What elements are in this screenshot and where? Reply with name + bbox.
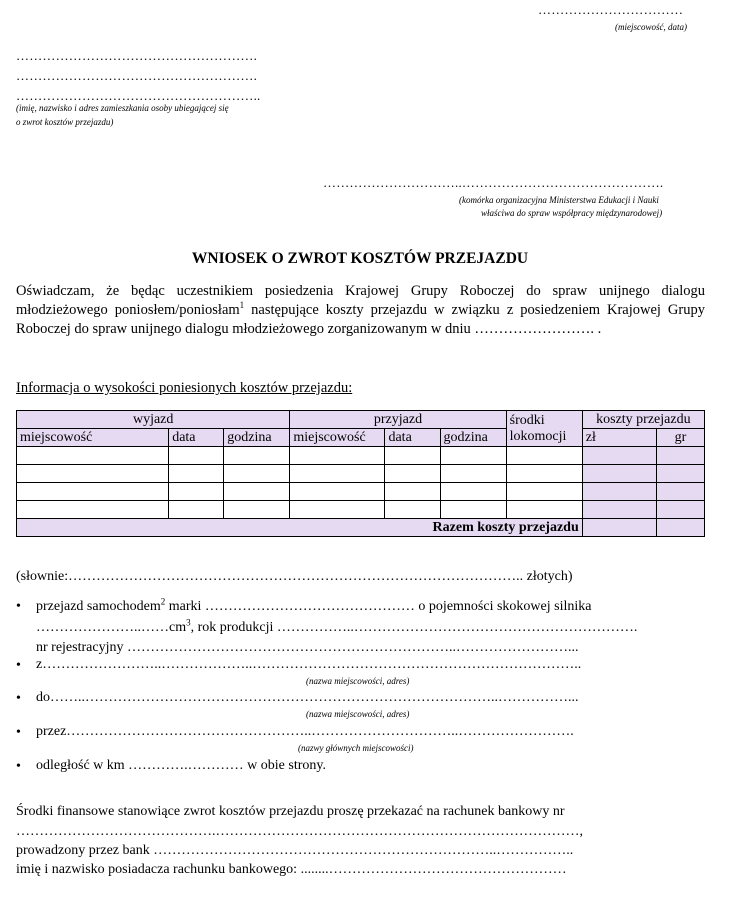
from-field[interactable]: z……………………..………………..……………………………………………………………..	[36, 657, 582, 672]
cell-departure-date[interactable]	[169, 447, 224, 465]
footnote-2: 2	[160, 596, 166, 607]
car-registration-field[interactable]: nr rejestracyjny ……………………………………………………………..……………………...	[36, 640, 579, 655]
statement	[16, 282, 705, 339]
words-prefix: (słownie:	[16, 569, 69, 584]
header-gr: gr	[656, 429, 704, 447]
cell-arrival-time[interactable]	[440, 447, 506, 465]
header-departure-time: godzina	[224, 429, 290, 447]
cell-gr[interactable]	[656, 501, 704, 519]
cell-transport[interactable]	[506, 447, 582, 465]
header-arrival-time: godzina	[440, 429, 506, 447]
table-row	[17, 447, 705, 465]
header-departure-date: data	[169, 429, 224, 447]
to-field[interactable]: do……..……………………………………………………………………………..……………...	[36, 690, 579, 705]
place-date-label: (miejscowość, data)	[615, 22, 687, 32]
cell-zl[interactable]	[582, 483, 656, 501]
bullet-icon: •	[16, 725, 21, 740]
unit-field[interactable]: …………………………..……………………………………….	[323, 175, 664, 190]
car-make-field[interactable]: marki ……………………………………… o pojemności skokowej silnika	[165, 599, 592, 614]
cell-departure-place[interactable]	[17, 501, 169, 519]
cell-arrival-date[interactable]	[385, 483, 440, 501]
bank-line-1: Środki finansowe stanowiące zwrot kosztów przejazdu proszę przekazać na rachunek bankowy nr	[16, 804, 565, 819]
total-gr[interactable]	[656, 519, 704, 537]
costs-table	[16, 410, 705, 537]
cell-zl[interactable]	[582, 447, 656, 465]
car-line-1[interactable]	[36, 596, 705, 615]
applicant-label-2: o zwrot kosztów przejazdu)	[16, 117, 114, 127]
total-zl[interactable]	[582, 519, 656, 537]
header-zl: zł	[582, 429, 656, 447]
via-label: (nazwy głównych miejscowości)	[298, 743, 414, 753]
applicant-label-1: (imię, nazwisko i adres zamieszkania osoby ubiegającej się	[16, 103, 229, 113]
bullet-icon: •	[16, 759, 21, 774]
cell-transport[interactable]	[506, 465, 582, 483]
statement-part-2: następujące koszty przejazdu w związku z posiedzeniem Krajowej Grupy Roboczej do spraw unijnego dialogu młodzieżowego zorganizowanym w dniu ……………………. .	[16, 302, 705, 337]
table-row	[17, 483, 705, 501]
cell-departure-place[interactable]	[17, 447, 169, 465]
cell-arrival-date[interactable]	[385, 465, 440, 483]
cell-arrival-date[interactable]	[385, 447, 440, 465]
cell-gr[interactable]	[656, 483, 704, 501]
cell-arrival-place[interactable]	[290, 447, 385, 465]
via-field[interactable]: przez……………………………………………..…………………………..…………………….	[36, 724, 574, 739]
header-transport: środki lokomocji	[506, 411, 582, 447]
unit-label-2: właściwa do spraw współpracy międzynarodowej)	[481, 208, 663, 218]
cell-arrival-time[interactable]	[440, 465, 506, 483]
statement-part-1: Oświadczam, że będąc uczestnikiem posiedzenia Krajowej Grupy Roboczej do spraw unijnego dialogu młodzieżowego poniosłem/poniosłam	[16, 283, 705, 318]
cell-departure-time[interactable]	[224, 501, 290, 519]
words-suffix: złotych)	[523, 569, 573, 584]
amount-in-words[interactable]	[16, 569, 572, 585]
bullet-icon: •	[16, 599, 21, 614]
bullet-icon: •	[16, 658, 21, 673]
car-year-field[interactable]: , rok produkcji ……………..…………………………………………………….	[190, 620, 638, 635]
header-arrival-date: data	[385, 429, 440, 447]
cell-arrival-time[interactable]	[440, 501, 506, 519]
applicant-line-3[interactable]: ………………………………………………..	[16, 88, 261, 103]
bank-account-field[interactable]: …………………………………….……………………………………………………………………,	[16, 824, 583, 839]
bullet-icon: •	[16, 691, 21, 706]
cell-departure-time[interactable]	[224, 447, 290, 465]
cell-departure-time[interactable]	[224, 483, 290, 501]
cell-arrival-place[interactable]	[290, 465, 385, 483]
cell-departure-time[interactable]	[224, 465, 290, 483]
header-costs: koszty przejazdu	[582, 411, 704, 429]
table-row	[17, 501, 705, 519]
cell-zl[interactable]	[582, 465, 656, 483]
bank-name-field[interactable]: prowadzony przez bank ………………………………………………………………..……………..	[16, 843, 574, 858]
account-holder-field[interactable]: imię i nazwisko posiadacza rachunku bankowego: ........……………………………………………	[16, 862, 567, 877]
cell-transport[interactable]	[506, 501, 582, 519]
cell-departure-date[interactable]	[169, 465, 224, 483]
header-departure: wyjazd	[17, 411, 290, 429]
to-label: (nazwa miejscowości, adres)	[306, 709, 410, 719]
cell-departure-place[interactable]	[17, 465, 169, 483]
applicant-line-2[interactable]: ……………………………………………….	[16, 68, 258, 83]
from-label: (nazwa miejscowości, adres)	[306, 676, 410, 686]
footnote-3: 3	[186, 617, 191, 628]
header-arrival: przyjazd	[290, 411, 506, 429]
cell-gr[interactable]	[656, 447, 704, 465]
table-row	[17, 465, 705, 483]
cell-gr[interactable]	[656, 465, 704, 483]
page-title: WNIOSEK O ZWROT KOSZTÓW PRZEJAZDU	[191, 250, 529, 267]
header-arrival-place: miejscowość	[290, 429, 385, 447]
words-dots[interactable]: ……………………………………………………………………………………..	[68, 569, 524, 584]
cell-arrival-date[interactable]	[385, 501, 440, 519]
cell-departure-date[interactable]	[169, 501, 224, 519]
cell-arrival-place[interactable]	[290, 483, 385, 501]
distance-field[interactable]: odległość w km ………….………… w obie strony.	[36, 758, 326, 773]
cell-zl[interactable]	[582, 501, 656, 519]
total-label: Razem koszty przejazdu	[17, 519, 583, 537]
car-line-2[interactable]	[36, 617, 638, 636]
cell-transport[interactable]	[506, 483, 582, 501]
car-capacity-field[interactable]: …………………..……cm	[36, 620, 187, 635]
total-row	[17, 519, 705, 537]
place-date-field[interactable]: ……………………………	[538, 2, 684, 17]
cell-arrival-place[interactable]	[290, 501, 385, 519]
header-departure-place: miejscowość	[17, 429, 169, 447]
footnote-1: 1	[239, 300, 245, 311]
cell-departure-date[interactable]	[169, 483, 224, 501]
applicant-line-1[interactable]: ……………………………………………….	[16, 48, 258, 63]
cell-departure-place[interactable]	[17, 483, 169, 501]
unit-label-1: (komórka organizacyjna Ministerstwa Edukacji i Nauki	[459, 195, 659, 205]
car-label: przejazd samochodem	[36, 599, 161, 614]
cell-arrival-time[interactable]	[440, 483, 506, 501]
table-heading: Informacja o wysokości poniesionych kosztów przejazdu:	[16, 380, 353, 396]
